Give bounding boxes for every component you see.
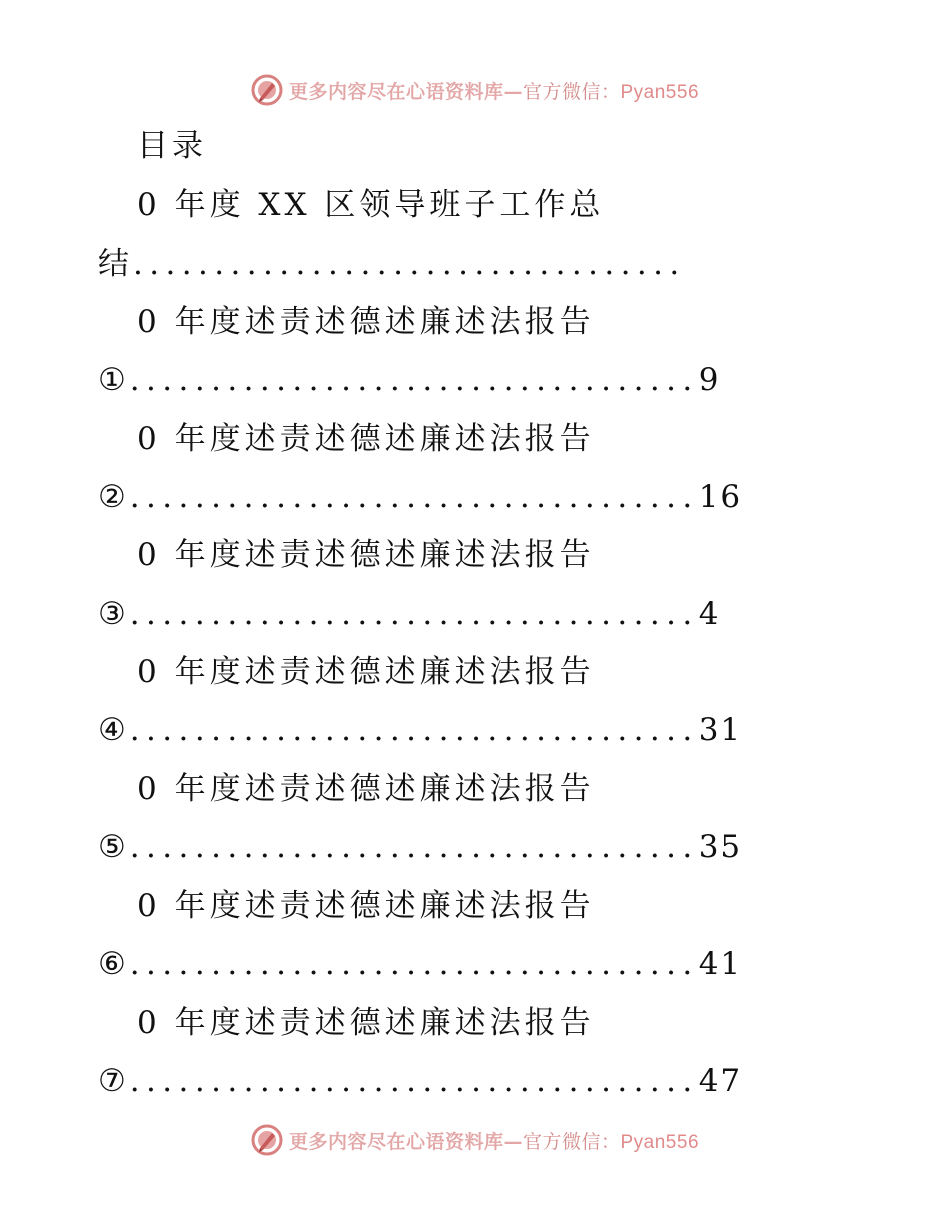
- toc-entry-page: 41: [698, 946, 743, 982]
- toc-entry-leader-line: [98, 594, 720, 634]
- toc-entry-leader-line: [98, 710, 742, 750]
- toc-entry-tail: ⑤: [98, 829, 130, 865]
- watermark-main: 更多内容尽在心语资料库: [288, 1130, 504, 1153]
- toc-entry-dots: ..................................: [133, 246, 686, 282]
- toc-heading: 目录: [137, 128, 207, 164]
- toc-entry-dots: ...................................: [129, 479, 699, 515]
- pen-logo-icon: [251, 1124, 283, 1156]
- toc-entry-leader-line: [98, 477, 742, 517]
- toc-entry-title: 0 年度述责述德述廉述法报告: [137, 421, 595, 457]
- watermark-text: [289, 1127, 699, 1154]
- toc-entry-tail: ⑥: [98, 946, 130, 982]
- toc-entry-dots: ...................................: [129, 596, 699, 632]
- toc-entry-page: 16: [698, 479, 743, 515]
- watermark-dash: —: [503, 1130, 523, 1153]
- toc-entry-page: 9: [698, 362, 721, 398]
- watermark-sub: 官方微信：: [522, 80, 621, 103]
- toc-entry-title: 0 年度述责述德述廉述法报告: [137, 304, 595, 340]
- toc-entry-title: 0 年度述责述德述廉述法报告: [137, 771, 595, 807]
- toc-entry-leader-line: [98, 244, 686, 284]
- footer-watermark: [0, 1120, 950, 1160]
- toc-entry-page: 47: [698, 1063, 743, 1099]
- watermark-dash: —: [503, 80, 523, 103]
- toc-entry-leader-line: [98, 360, 720, 400]
- toc-entry-leader-line: [98, 944, 742, 984]
- watermark-main: 更多内容尽在心语资料库: [288, 80, 504, 103]
- watermark-id: Pyan556: [620, 1131, 700, 1153]
- toc-entry-page: 35: [698, 829, 743, 865]
- toc-entry-tail: ④: [98, 712, 130, 748]
- toc-entry-leader-line: [98, 1061, 742, 1101]
- toc-entry-dots: ...................................: [129, 946, 699, 982]
- toc-entry-page: 31: [698, 712, 743, 748]
- toc-entry-title: 0 年度述责述德述廉述法报告: [137, 1005, 595, 1041]
- watermark-id: Pyan556: [620, 81, 700, 103]
- toc-entry-title: 0 年度述责述德述廉述法报告: [137, 537, 595, 573]
- toc-entry-tail: ③: [98, 596, 130, 632]
- toc-entry-leader-line: [98, 827, 742, 867]
- toc-entry-page: 4: [698, 596, 721, 632]
- toc-entry-dots: ...................................: [129, 829, 699, 865]
- toc-entry-title: 0 年度 XX 区领导班子工作总: [137, 187, 605, 223]
- toc-entry-dots: ...................................: [129, 1063, 699, 1099]
- toc-entry-dots: ...................................: [129, 712, 699, 748]
- toc-entry-title: 0 年度述责述德述廉述法报告: [137, 888, 595, 924]
- toc-entry-tail: ②: [98, 479, 130, 515]
- watermark-sub: 官方微信：: [522, 1130, 621, 1153]
- toc-entry-title: 0 年度述责述德述廉述法报告: [137, 654, 595, 690]
- toc-entry-tail: ⑦: [98, 1063, 130, 1099]
- toc-entry-tail: ①: [98, 362, 130, 398]
- toc-entry-tail: 结: [98, 246, 133, 282]
- toc-entry-dots: ...................................: [129, 362, 699, 398]
